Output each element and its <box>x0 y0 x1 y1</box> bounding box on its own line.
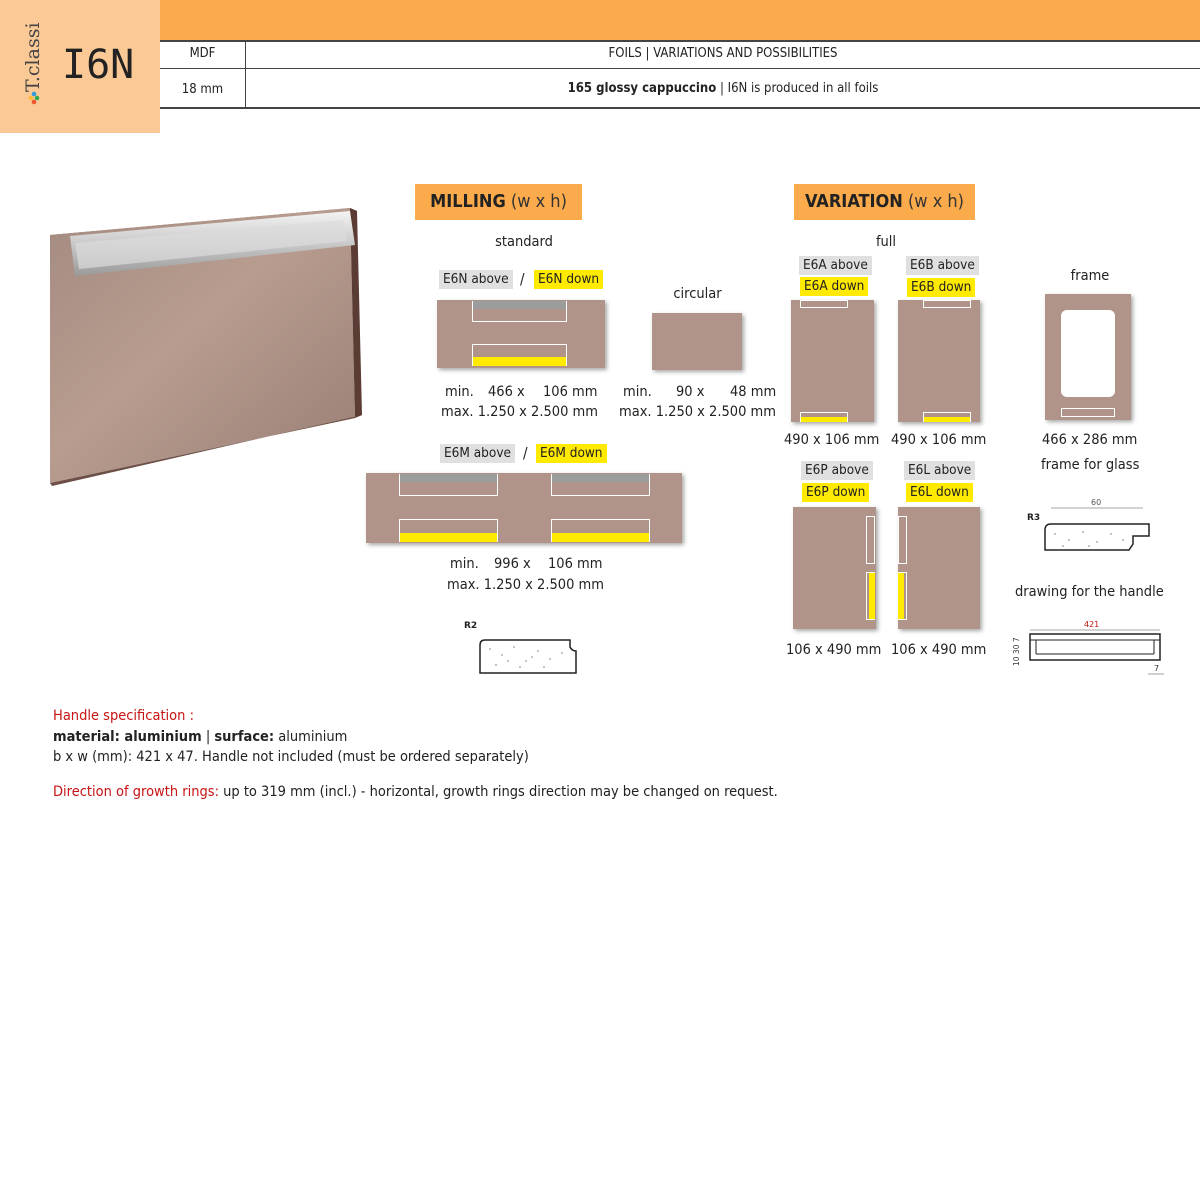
circ-max: max. 1.250 x 2.500 mm <box>619 404 776 420</box>
foil-value <box>246 81 1200 96</box>
e6m-slash: / <box>523 444 528 462</box>
circular-label: circular <box>673 286 722 302</box>
e6m-max: max. 1.250 x 2.500 mm <box>447 577 604 593</box>
e6m-above-tag: E6M above <box>440 444 515 463</box>
material-value: aluminium <box>119 728 202 745</box>
e6b-panel <box>898 300 980 422</box>
e6m-panel <box>366 473 682 543</box>
e6b-top-slot <box>923 300 971 308</box>
circ-min-label: min. <box>623 384 652 400</box>
surface-label: surface: <box>214 728 275 745</box>
e6m-down-tag: E6M down <box>536 444 607 463</box>
variation-title: VARIATION <box>804 191 903 212</box>
bw-line: b x w (mm): 421 x 47. Handle not included (must be ordered separately) <box>53 749 529 765</box>
growth-line <box>53 782 953 803</box>
e6a-above-tag: E6A above <box>799 256 872 275</box>
variation-title-unit: (w x h) <box>902 191 964 212</box>
e6a-down-tag: E6A down <box>800 277 868 296</box>
frame-dim: 466 x 286 mm <box>1042 432 1138 448</box>
e6m-bottom-bar-left <box>400 533 497 542</box>
product-code: I6N <box>62 42 135 88</box>
e6b-above-tag: E6B above <box>906 256 979 275</box>
product-image <box>45 203 375 488</box>
e6p-dim: 106 x 490 mm <box>786 642 882 658</box>
e6a-dim: 490 x 106 mm <box>784 432 880 448</box>
growth-text: up to 319 mm (incl.) - horizontal, growth rings direction may be changed on request. <box>218 783 778 800</box>
frame-panel <box>1045 294 1131 420</box>
foils-header: FOILS | VARIATIONS AND POSSIBILITIES <box>608 46 838 61</box>
foil-note: | I6N is produced in all foils <box>716 81 879 96</box>
frame-label: frame <box>1070 268 1110 284</box>
frame-bottom-slot <box>1061 408 1115 417</box>
brand-logo-text: T.classic <box>22 22 42 92</box>
standard-label: standard <box>495 234 553 250</box>
frame-radius-label: R3 <box>1027 513 1041 523</box>
e6n-slash: / <box>520 270 525 288</box>
frame-glass-opening <box>1061 310 1115 397</box>
handle-drawing <box>1008 618 1168 680</box>
e6m-min-label: min. <box>450 556 479 572</box>
brand-logo <box>8 22 42 112</box>
e6l-bottom-bar <box>898 573 904 619</box>
std-min-label: min. <box>445 384 474 400</box>
e6l-above-tag: E6L above <box>904 461 975 480</box>
e6p-down-tag: E6P down <box>802 483 869 502</box>
e6b-dim: 490 x 106 mm <box>891 432 987 448</box>
handle-drawing-label: drawing for the handle <box>1015 584 1164 600</box>
frame-profile-r3 <box>1025 494 1155 556</box>
e6l-top-slot <box>898 516 907 564</box>
info-table <box>160 40 1200 109</box>
milling-title: MILLING <box>430 191 506 212</box>
std-max: max. 1.250 x 2.500 mm <box>441 404 598 420</box>
handle-spec-title: Handle specification : <box>53 708 194 724</box>
e6m-bottom-bar-right <box>552 533 649 542</box>
std-min-w: 466 x <box>488 384 525 400</box>
surface-value: aluminium <box>274 728 348 745</box>
handle-specification <box>53 706 953 802</box>
frame-width-label: 60 <box>1091 498 1102 507</box>
edge-profile-r2 <box>462 617 584 679</box>
e6b-bottom-bar <box>924 417 970 422</box>
material-label: material: <box>53 728 120 745</box>
circ-min-h: 48 mm <box>730 384 777 400</box>
handle-length-label: 421 <box>1084 620 1100 629</box>
variation-heading <box>794 184 975 220</box>
full-label: full <box>875 234 897 250</box>
e6n-down-tag: E6N down <box>534 270 603 289</box>
std-min-h: 106 mm <box>543 384 598 400</box>
e6l-panel <box>898 507 980 629</box>
e6p-panel <box>793 507 876 629</box>
mdf-header: MDF <box>189 46 216 61</box>
e6l-dim: 106 x 490 mm <box>891 642 987 658</box>
profile-radius-label: R2 <box>464 621 478 631</box>
material-sep: | <box>201 728 215 745</box>
thickness-value: 18 mm <box>181 82 224 97</box>
e6a-panel <box>791 300 874 422</box>
foil-name: 165 glossy cappuccino <box>567 81 717 96</box>
e6n-panel <box>437 300 605 368</box>
e6m-top-bar-left <box>400 474 497 482</box>
material-line <box>53 727 953 748</box>
milling-title-unit: (w x h) <box>505 191 567 212</box>
top-bar <box>160 0 1200 40</box>
growth-label: Direction of growth rings: <box>53 783 219 800</box>
circular-panel <box>652 313 742 370</box>
e6m-min-w: 996 x <box>494 556 531 572</box>
circ-min-w: 90 x <box>676 384 705 400</box>
e6n-top-bar <box>473 301 566 309</box>
e6m-min-h: 106 mm <box>548 556 603 572</box>
e6a-bottom-bar <box>801 417 847 422</box>
e6p-bottom-bar <box>869 573 875 619</box>
e6a-top-slot <box>800 300 848 308</box>
e6m-top-bar-right <box>552 474 649 482</box>
milling-heading <box>415 184 582 220</box>
e6n-above-tag: E6N above <box>439 270 513 289</box>
handle-depth-label: 7 <box>1154 664 1160 673</box>
handle-heights-label: 10 30 7 <box>1012 637 1021 666</box>
e6n-bottom-bar <box>473 357 566 366</box>
frame-glass-label: frame for glass <box>1041 457 1140 473</box>
e6l-down-tag: E6L down <box>906 483 973 502</box>
e6b-down-tag: E6B down <box>907 278 975 297</box>
e6p-above-tag: E6P above <box>801 461 873 480</box>
e6p-top-slot <box>866 516 875 564</box>
